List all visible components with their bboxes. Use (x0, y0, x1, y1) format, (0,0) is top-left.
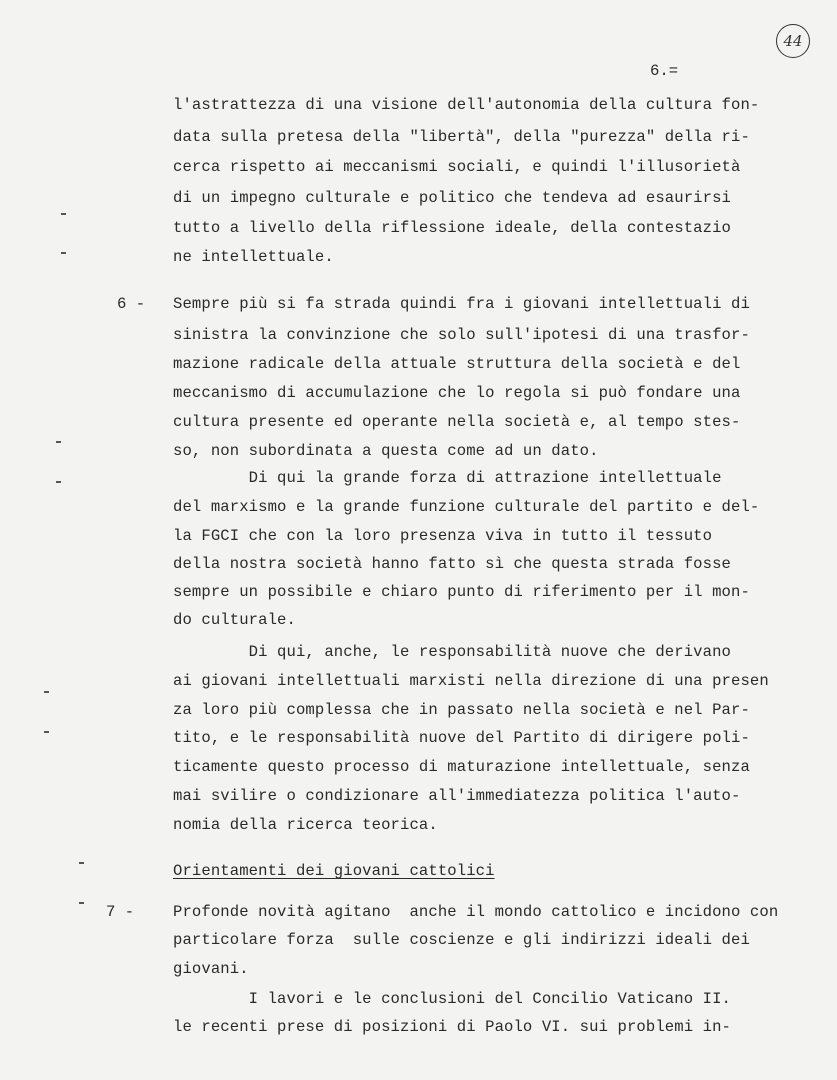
text-line: Di qui, anche, le responsabilità nuove che derivano (173, 643, 732, 661)
margin-mark (44, 691, 49, 693)
text-line: cerca rispetto ai meccanismi sociali, e quindi l'illusorietà (173, 158, 741, 176)
section-number: 7 - (106, 903, 135, 921)
section-heading: Orientamenti dei giovani cattolici (173, 862, 495, 880)
text-line: data sulla pretesa della "libertà", della "purezza" della ri- (173, 128, 750, 146)
text-line: Profonde novità agitano anche il mondo cattolico e incidono con (173, 903, 779, 921)
text-line: mai svilire o condizionare all'immediatezza politica l'auto- (173, 787, 741, 805)
text-line: l'astrattezza di una visione dell'autonomia della cultura fon- (173, 96, 760, 114)
section-number: 6 - (117, 295, 146, 313)
text-line: ne intellettuale. (173, 248, 334, 266)
text-line: mazione radicale della attuale struttura della società e del (173, 355, 741, 373)
text-line: particolare forza sulle coscienze e gli indirizzi ideali dei (173, 931, 750, 949)
text-line: ticamente questo processo di maturazione intellettuale, senza (173, 758, 750, 776)
archive-stamp-number: 44 (783, 32, 803, 50)
text-line: so, non subordinata a questa come ad un dato. (173, 442, 599, 460)
text-line: di un impegno culturale e politico che tendeva ad esaurirsi (173, 189, 732, 207)
page-number: 6.= (650, 62, 679, 80)
text-line: giovani. (173, 960, 249, 978)
text-line: nomia della ricerca teorica. (173, 816, 438, 834)
margin-mark (61, 213, 66, 215)
archive-stamp (776, 24, 810, 58)
text-line: meccanismo di accumulazione che lo regola si può fondare una (173, 384, 741, 402)
text-line: tutto a livello della riflessione ideale, della contestazio (173, 219, 732, 237)
text-line: ai giovani intellettuali marxisti nella direzione di una presen (173, 672, 769, 690)
margin-mark (79, 902, 84, 904)
margin-mark (61, 252, 66, 254)
text-line: tito, e le responsabilità nuove del Partito di dirigere poli- (173, 729, 750, 747)
text-line: le recenti prese di posizioni di Paolo VI. sui problemi in- (173, 1018, 732, 1036)
text-line: sempre un possibile e chiaro punto di riferimento per il mon- (173, 583, 750, 601)
text-line: della nostra società hanno fatto sì che questa strada fosse (173, 555, 732, 573)
text-line: sinistra la convinzione che solo sull'ipotesi di una trasfor- (173, 326, 750, 344)
margin-mark (56, 481, 61, 483)
text-line: do culturale. (173, 611, 296, 629)
margin-mark (79, 862, 84, 864)
text-line: cultura presente ed operante nella società e, al tempo stes- (173, 413, 741, 431)
text-line: Sempre più si fa strada quindi fra i giovani intellettuali di (173, 295, 750, 313)
text-line: Di qui la grande forza di attrazione intellettuale (173, 469, 722, 487)
text-line: I lavori e le conclusioni del Concilio Vaticano II. (173, 990, 732, 1008)
text-line: del marxismo e la grande funzione culturale del partito e del- (173, 498, 760, 516)
margin-mark (44, 731, 49, 733)
margin-mark (56, 441, 61, 443)
text-line: za loro più complessa che in passato nella società e nel Par- (173, 701, 750, 719)
text-line: la FGCI che con la loro presenza viva in tutto il tessuto (173, 527, 713, 545)
